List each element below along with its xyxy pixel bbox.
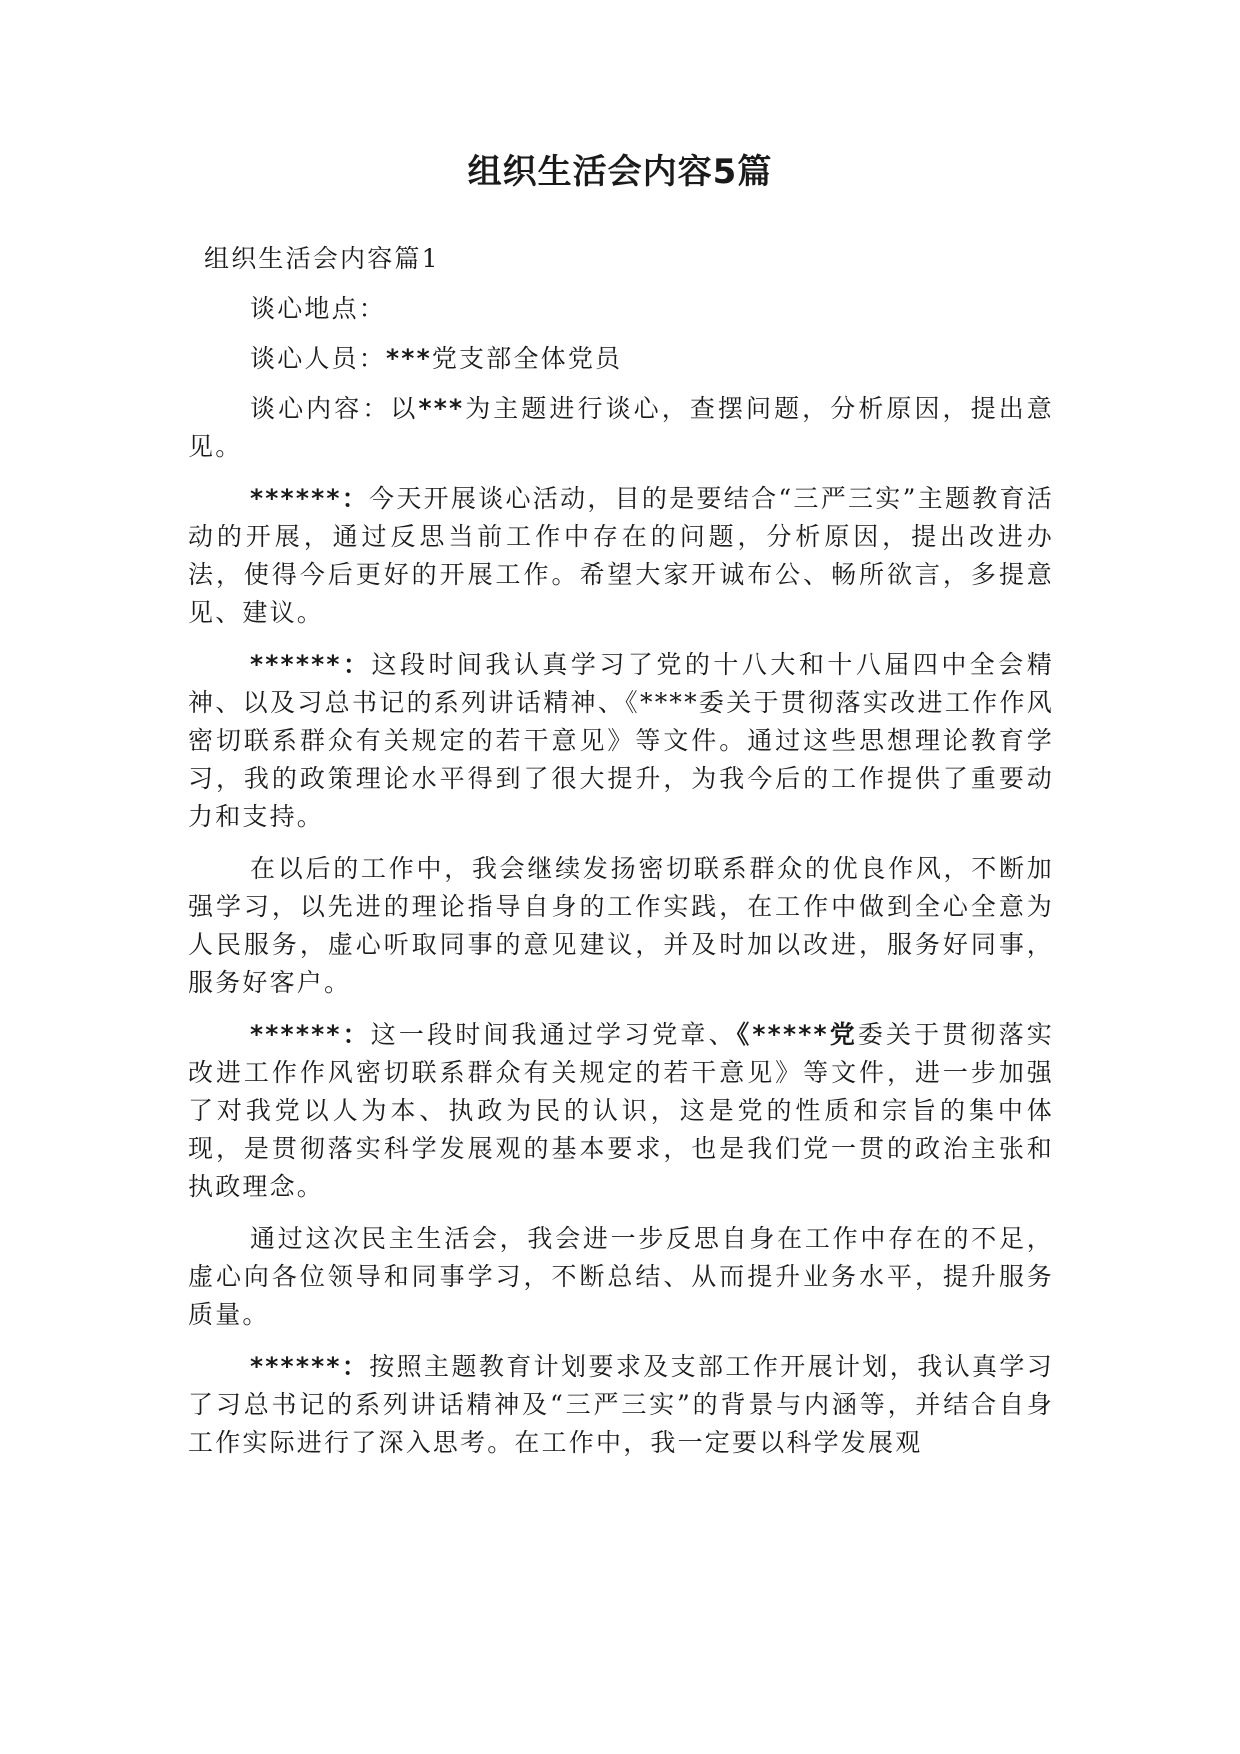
content-placeholder: *** [418, 394, 465, 423]
paragraph-6-text: 按照主题教育计划要求及支部工作开展计划，我认真学习了习总书记的系列讲话精神及“三严三实”的背景与内涵等，并结合自身工作实际进行了深入思考。在工作中，我一定要以科学发展观 [188, 1352, 1054, 1457]
speaker-4: ****** [250, 1020, 342, 1049]
paragraph-4-text: 委关于贯彻落实改进工作作风密切联系群众有关规定的若干意见》等文件，进一步加强了对我党以人为本、执政为民的认识，这是党的性质和宗旨的集中体现，是贯彻落实科学发展观的基本要求，也是我们党一贯的政治主张和执政理念。 [188, 1020, 1054, 1201]
content-label: 谈心内容：以 [250, 394, 419, 423]
place-label: 谈心地点： [250, 294, 387, 323]
paragraph-6 [188, 1348, 1054, 1462]
separator-2: ： [341, 650, 372, 679]
paragraph-4-bold: 《*****党 [736, 1020, 858, 1049]
meta-people [188, 340, 1054, 378]
people-value: 党支部全体党员 [431, 344, 623, 373]
paragraph-5-text: 通过这次民主生活会，我会进一步反思自身在工作中存在的不足，虚心向各位领导和同事学习，不断总结、从而提升业务水平，提升服务质量。 [188, 1224, 1054, 1329]
speaker-6: ****** [250, 1352, 342, 1381]
meta-place [188, 290, 1054, 328]
paragraph-3 [188, 850, 1054, 1002]
content-value: 为主题进行谈心，查摆问题，分析原因，提出意见。 [188, 394, 1054, 461]
paragraph-4-pre: 这一段时间我通过学习党章、 [370, 1020, 737, 1049]
paragraph-1 [188, 480, 1054, 632]
paragraph-4 [188, 1016, 1054, 1206]
people-label: 谈心人员： [250, 344, 387, 373]
paragraph-2 [188, 646, 1054, 836]
paragraph-2-text: 这段时间我认真学习了党的十八大和十八届四中全会精神、以及习总书记的系列讲话精神、《****委关于贯彻落实改进工作作风密切联系群众有关规定的若干意见》等文件。通过这些思想理论教育学习，我的政策理论水平得到了很大提升，为我今后的工作提供了重要动力和支持。 [188, 650, 1054, 831]
meta-content [188, 390, 1054, 466]
paragraph-5 [188, 1220, 1054, 1334]
people-placeholder: *** [386, 344, 432, 373]
paragraph-1-text: 今天开展谈心活动，目的是要结合“三严三实”主题教育活动的开展，通过反思当前工作中存在的问题，分析原因，提出改进办法，使得今后更好的开展工作。希望大家开诚布公、畅所欲言，多提意见、建议。 [188, 484, 1055, 627]
section-heading: 组织生活会内容篇1 [204, 244, 440, 273]
document-body [188, 240, 1054, 1476]
document-title: 组织生活会内容5篇 [467, 152, 773, 192]
separator-1: ： [341, 484, 370, 513]
separator-6: ： [341, 1352, 370, 1381]
speaker-2: ****** [250, 650, 342, 679]
speaker-1: ****** [250, 484, 342, 513]
paragraph-3-text: 在以后的工作中，我会继续发扬密切联系群众的优良作风，不断加强学习，以先进的理论指导自身的工作实践，在工作中做到全心全意为人民服务，虚心听取同事的意见建议，并及时加以改进，服务好同事，服务好客户。 [188, 854, 1054, 997]
separator-4: ： [341, 1020, 371, 1049]
